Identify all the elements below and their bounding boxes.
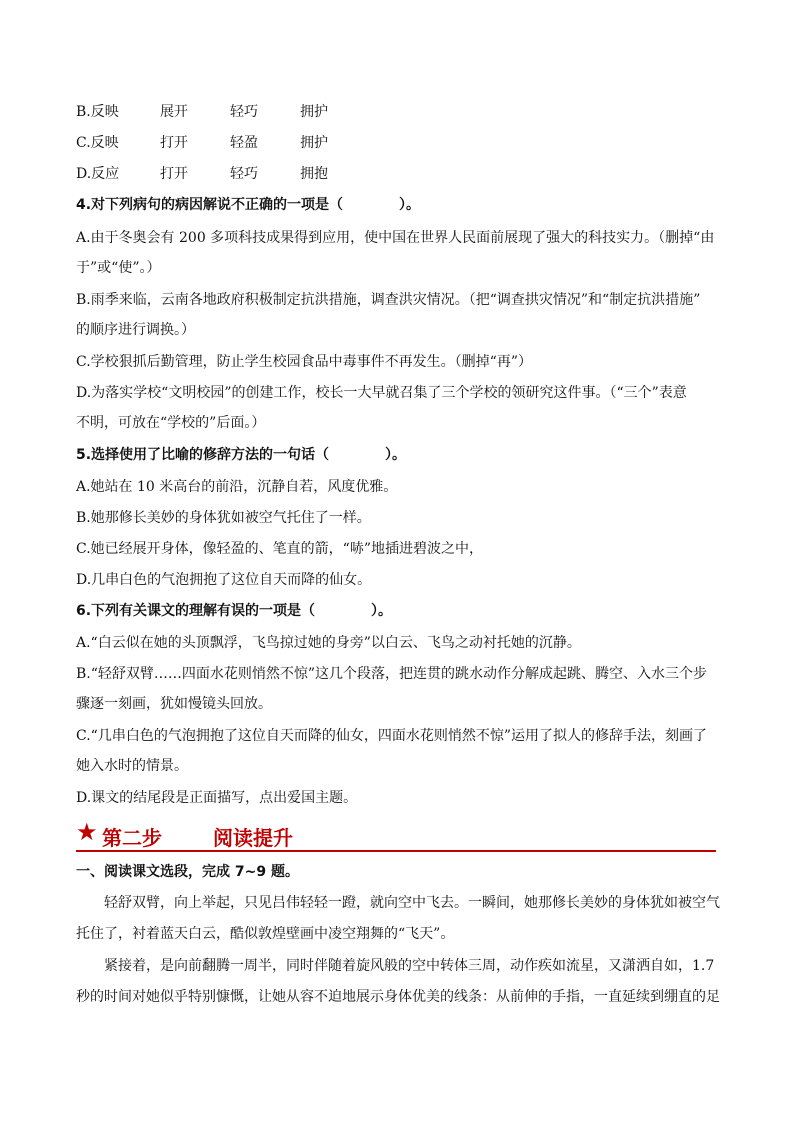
option-word: 展开 (160, 104, 188, 120)
q4-option-b-cont: 的顺序进行调换。） (76, 322, 195, 338)
option-word: 轻巧 (230, 104, 258, 120)
passage-line: 轻舒双臂，向上举起，只见吕伟轻轻一蹬，就向空中飞去。一瞬间，她那修长美妙的身体犹如被空气 (76, 895, 720, 911)
q5-option-d: D.几串白色的气泡拥抱了这位自天而降的仙女。 (76, 572, 372, 588)
q6-option-b: B.“轻舒双臂……四面水花则悄然不惊”这几个段落，把连贯的跳水动作分解成起跳、腾空、入水三个步 (76, 666, 708, 682)
q5-option-a: A.她站在 10 米高台的前沿，沉静自若，风度优雅。 (76, 479, 398, 495)
option-word: 打开 (160, 135, 188, 151)
passage-line: 托住了，衬着蓝天白云，酷似敦煌壁画中凌空翔舞的“飞天”。 (76, 926, 455, 942)
section-title: 阅读提升 (213, 826, 293, 850)
option-word: 拥抱 (300, 166, 328, 182)
q4-option-d: D.为落实学校“文明校园”的创建工作，校长一大早就召集了三个学校的领研究这件事。（“三个”表意 (76, 385, 687, 401)
q6-option-a: A.“白云似在她的头顶飘浮，飞鸟掠过她的身旁”以白云、飞鸟之动衬托她的沉静。 (76, 635, 581, 651)
option-word: 拥护 (300, 104, 328, 120)
question-5-stem: 5.选择使用了比喻的修辞方法的一句话（ ）。 (76, 447, 407, 463)
q5-option-b: B.她那修长美妙的身体犹如被空气托住了一样。 (76, 510, 371, 526)
section-header (76, 820, 716, 852)
reading-heading: 一、阅读课文选段，完成 7~9 题。 (76, 864, 299, 880)
q4-option-d-cont: 不明，可放在“学校的”后面。） (76, 415, 266, 431)
option-word: 拥护 (300, 135, 328, 151)
question-6-stem: 6.下列有关课文的理解有误的一项是（ ）。 (76, 603, 393, 619)
q6-option-c-cont: 她入水时的情景。 (76, 758, 188, 774)
q3-option-d (76, 164, 328, 184)
q4-option-c: C.学校狠抓后勤管理，防止学生校园食品中毒事件不再发生。（删掉“再”） (76, 354, 532, 370)
option-label: C.反映 (76, 135, 119, 151)
option-word: 轻盈 (230, 135, 258, 151)
q4-option-a-cont: 于”或“使”。） (76, 260, 161, 276)
star-icon: ★ (76, 818, 98, 846)
q6-option-c: C.“几串白色的气泡拥抱了这位自天而降的仙女，四面水花则悄然不惊”运用了拟人的修辞手法，刻画了 (76, 728, 707, 744)
section-step-label: 第二步 (102, 826, 162, 850)
q6-option-d: D.课文的结尾段是正面描写，点出爱国主题。 (76, 790, 358, 806)
option-word: 打开 (160, 166, 188, 182)
q3-option-b (76, 102, 328, 122)
question-4-stem: 4.对下列病句的病因解说不正确的一项是（ ）。 (76, 197, 421, 213)
q4-option-b: B.雨季来临，云南各地政府积极制定抗洪措施，调查洪灾情况。（把“调查拱灾情况”和“制定抗洪措施” (76, 292, 701, 308)
q6-option-b-cont: 骤逐一刻画，犹如慢镜头回放。 (76, 696, 272, 712)
option-label: D.反应 (76, 166, 120, 182)
q3-option-c (76, 133, 328, 153)
q4-option-a: A.由于冬奥会有 200 多项科技成果得到应用，使中国在世界人民面前展现了强大的科技实力。（删掉“由 (76, 230, 715, 246)
option-label: B.反映 (76, 104, 119, 120)
passage-line: 紧接着，是向前翻腾一周半，同时伴随着旋风般的空中转体三周，动作疾如流星，又潇洒自如，1.7 (76, 958, 715, 974)
option-word: 轻巧 (230, 166, 258, 182)
passage-line: 秒的时间对她似乎特别慷慨，让她从容不迫地展示身体优美的线条：从前伸的手指，一直延续到绷直的足 (76, 989, 720, 1005)
q5-option-c: C.她已经展开身体，像轻盈的、笔直的箭，“哧”地插进碧波之中， (76, 541, 483, 557)
